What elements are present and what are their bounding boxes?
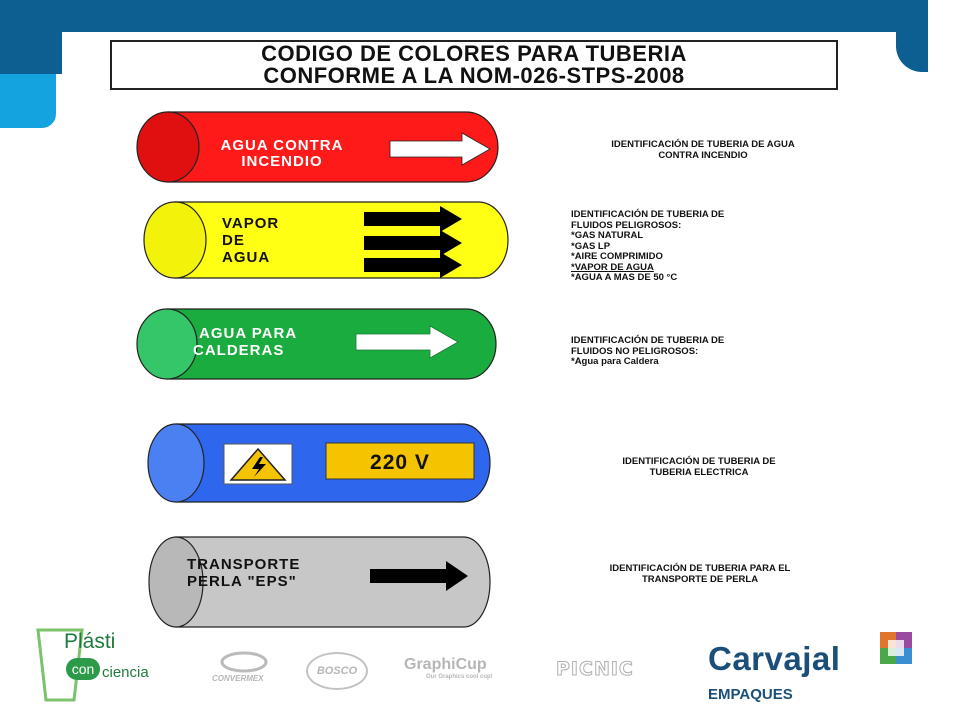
pipe-agua-para-calderas: [137, 309, 496, 379]
pipe-2-label-line-1: VAPOR: [222, 215, 280, 232]
desc-line: *AGUA A MAS DE 50 °C: [571, 272, 678, 283]
desc-line: FLUIDOS NO PELIGROSOS:: [571, 345, 699, 357]
desc-line: IDENTIFICACIÓN DE TUBERIA DE: [622, 456, 776, 467]
desc-line: CONTRA INCENDIO: [658, 149, 748, 161]
graphicup-tagline: Our Graphics cool cup!: [426, 674, 493, 680]
pipe-2-label-line-2: DE: [222, 232, 245, 249]
carvajal-text: Carvajal: [708, 640, 841, 677]
con-badge: con: [66, 658, 100, 680]
pipe-tuberia-electrica: [148, 424, 490, 502]
pipe-4-description: [560, 457, 838, 478]
convermex-logo: [212, 650, 276, 690]
empaques-text: EMPAQUES: [708, 686, 793, 703]
pipe-1-label-line-2: INCENDIO: [241, 153, 323, 170]
pipe-5-label-line-1: TRANSPORTE: [187, 556, 301, 573]
pipe-5-label-line-2: PERLA "EPS": [187, 573, 297, 590]
pipe-3-label-line-2: CALDERAS: [193, 342, 285, 359]
graphicup-logo: [404, 656, 520, 686]
convermex-swirl-icon: [212, 650, 276, 676]
desc-line: *AIRE COMPRIMIDO: [571, 251, 663, 262]
bosco-text: BOSCO: [316, 665, 358, 677]
pipe-2-description: [571, 210, 724, 284]
carvajal-diamond-icon: [876, 628, 916, 668]
convermex-text: CONVERMEX: [212, 674, 264, 683]
pipe-1-label-line-1: AGUA CONTRA: [220, 137, 344, 154]
desc-line: TUBERIA ELECTRICA: [649, 466, 749, 478]
desc-line: IDENTIFICACIÓN DE TUBERIA DE AGUA: [611, 139, 795, 150]
plasticonciencia-logo: [30, 624, 170, 708]
desc-line: *Agua para Caldera: [571, 356, 659, 367]
pipe-3-description: [571, 336, 724, 368]
bosco-logo: [306, 652, 368, 690]
title-line-1: CODIGO DE COLORES PARA TUBERIA: [261, 41, 687, 66]
pipe-3-label-line-1: AGUA PARA: [199, 325, 298, 342]
desc-line: FLUIDOS PELIGROSOS:: [571, 219, 682, 231]
plasti-text: Plásti: [64, 630, 116, 653]
desc-line: IDENTIFICACIÓN DE TUBERIA DE: [571, 209, 725, 220]
title-line-2: CONFORME A LA NOM-026-STPS-2008: [263, 63, 685, 88]
desc-line: IDENTIFICACIÓN DE TUBERIA PARA EL: [609, 563, 791, 574]
pipe-1-description: [560, 140, 846, 161]
desc-line: *GAS NATURAL: [571, 230, 644, 241]
ciencia-text: ciencia: [102, 664, 149, 681]
pipe-vapor-de-agua: [144, 202, 508, 278]
pipe-transporte-perla: [149, 537, 490, 627]
pipe-2-label-line-3: AGUA: [222, 249, 271, 266]
pipe-agua-contra-incendio: [137, 112, 498, 182]
desc-line: *GAS LP: [571, 240, 611, 252]
graphicup-text: GraphiCup: [404, 656, 487, 673]
desc-line: IDENTIFICACIÓN DE TUBERIA DE: [571, 335, 725, 346]
desc-line: TRANSPORTE DE PERLA: [641, 573, 759, 585]
pipe-5-description: [560, 564, 840, 585]
picnic-logo: [556, 658, 646, 680]
picnic-text: PICNIC: [556, 658, 634, 680]
desc-line-highlighted: *VAPOR DE AGUA: [571, 261, 654, 273]
voltage-value: 220 V: [370, 451, 430, 474]
carvajal-logo: [704, 628, 924, 708]
